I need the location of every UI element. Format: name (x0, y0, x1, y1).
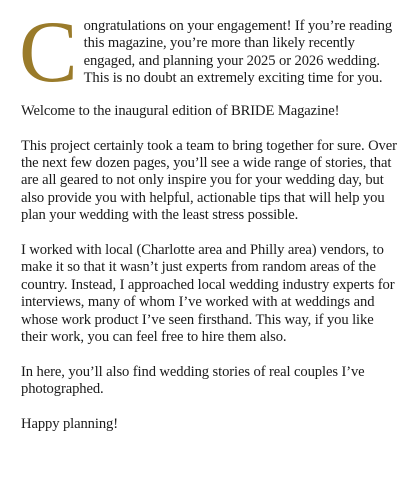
project-paragraph: This project certainly took a team to bring together for sure. Over the next few dozen pages, you’ll see a wide range of stories, that are all geared to not only inspire you for your wedding day, but also provide you with helpful, actionable tips that will help you plan your wedding with the least stress possible. (21, 137, 397, 224)
drop-cap-letter: C (19, 4, 78, 101)
stories-paragraph: In here, you’ll also find wedding stories of real couples I’ve photographed. (21, 364, 365, 398)
vendors-paragraph: I worked with local (Charlotte area and Philly area) vendors, to make it so that it wasn’t just experts from random areas of the country. Instead, I approached local wedding industry experts for interviews, many of whom I’ve worked with at weddings and whose work product I’ve seen firsthand. This way, if you like their work, you can feel free to hire them also. (21, 242, 395, 346)
article-body (19, 4, 401, 451)
sign-off-paragraph: Happy planning! (21, 415, 118, 432)
welcome-paragraph: Welcome to the inaugural edition of BRIDE Magazine! (21, 102, 340, 119)
intro-paragraph (19, 4, 401, 101)
intro-text: ongratulations on your engagement! If you’re reading this magazine, you’re more than likely recently engaged, and planning your 2025 or 2026 wedding. This is no doubt an extremely exciting time for you. (83, 18, 393, 87)
